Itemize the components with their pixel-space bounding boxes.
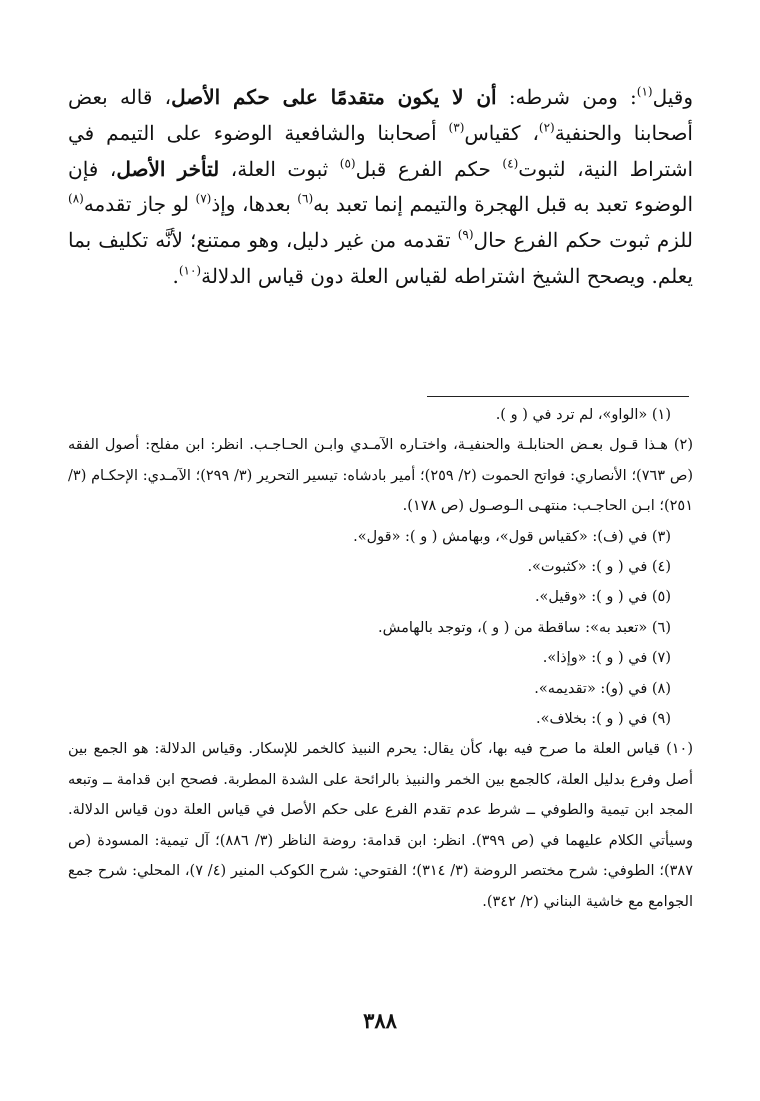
emphasis-text: أن لا يكون متقدمًا على حكم الأصل	[171, 85, 497, 109]
footnote-divider	[427, 396, 689, 397]
footnote-ref: (٨)	[68, 192, 84, 206]
text-segment: حكم الفرع قبل	[355, 156, 503, 181]
text-segment: ثبوت العلة،	[219, 156, 340, 181]
footnote-4: (٤) في ( و ): «كثبوت».	[527, 559, 671, 576]
text-segment: ، كقياس	[464, 120, 539, 145]
text-segment: ، قاله بعض أصحابنا والحنفية	[68, 85, 693, 145]
text-segment: .	[172, 263, 179, 288]
emphasis-text: لتأخر الأصل	[116, 156, 220, 181]
footnote-ref: (١٠)	[178, 263, 202, 278]
footnote-10: (١٠) قياس العلة ما صرح فيه بها، كأن يقال: يحرم النبيذ كالخمر للإسكار. وقياس الدلالة: هو الجمع بين أصل وفرع بدليل العلة، كالجمع بين الخمر والنبيذ بالرائحة على الشدة المطربة. فصحح ابن قدامة ــ وتبعه المجد ابن تيمية والطوفي ــ شرط عدم تقدم الفرع على حكم الأصل في قياس العلة دون قياس الدلالة. وسيأتي الكلام عليهما في (ص ٣٩٩). انظر: ابن قدامة: روضة الناظر (٣/ ٨٨٦)؛ آل تيمية: المسودة (ص ٣٨٧)؛ الطوفي: شرح مختصر الروضة (٣/ ٣١٤)؛ الفتوحي: شرح الكوكب المنير (٤/ ٧)، المحلي: شرح جمع الجوامع مع خاشية البناني (٢/ ٣٤٢).	[68, 741, 693, 910]
footnote-9: (٩) في ( و ): بخلاف».	[536, 711, 671, 728]
footnote-8: (٨) في (و): «تقديمه».	[534, 680, 671, 697]
footnote-ref: (١)	[636, 84, 653, 99]
footnote-ref: (٣)	[448, 120, 465, 135]
page-number: ٣٨٨	[363, 1008, 397, 1033]
footnote-ref: (٦)	[297, 192, 314, 206]
text-segment: لو جاز تقدمه	[83, 192, 196, 217]
footnote-3: (٣) في (ف): «كقياس قول»، وبهامش ( و ): «قول».	[353, 528, 671, 545]
footnote-2: (٢) هـذا قـول بعـض الحنابلـة والحنفيـة، واختـاره الآمـدي وابـن الحـاجـب. انظر: ابن مفلح: أصول الفقه (ص ٧٦٣)؛ الأنصاري: فواتح الحموت (٢/ ٢٥٩)؛ أمير بادشاه: تيسير التحرير (٣/ ٢٩٩)؛ الآمـدي: الإحكـام (٣/ ٢٥١)؛ ابـن الحاجـب: منتهـى الـوصـول (ص ١٧٨).	[68, 437, 694, 515]
text-segment: بعدها، وإذ	[211, 192, 298, 217]
main-paragraph	[68, 80, 693, 295]
footnote-ref: (٥)	[339, 156, 356, 171]
text-segment: ، فإن الوضوء تعبد به قبل الهجرة والتيمم إنما تعبد به	[68, 156, 694, 217]
text-segment: وقيل	[652, 85, 694, 109]
footnote-ref: (٤)	[502, 156, 519, 171]
footnote-ref: (٧)	[195, 192, 212, 206]
text-segment: تقدمه من غير دليل، وهو ممتنع؛ لأنَّه تكليف بما يعلم. ويصحح الشيخ اشتراطه لقياس العلة دون قياس الدلالة	[68, 228, 693, 288]
footnote-1: (١) «الواو»، لم ترد في ( و ).	[495, 407, 671, 423]
footnote-6: (٦) «تعبد به»: ساقطة من ( و )، وتوجد بالهامش.	[378, 619, 671, 636]
footnote-ref: (٩)	[457, 227, 474, 242]
footnote-ref: (٢)	[538, 120, 555, 135]
footnote-7: (٧) في ( و ): «وإذا».	[542, 650, 671, 667]
footnote-5: (٥) في ( و ): «وقيل».	[534, 589, 671, 606]
text-segment: أصحابنا والشافعية الوضوء على التيمم في اشتراط النية، لثبوت	[68, 120, 694, 181]
text-segment: للزم ثبوت حكم الفرع حال	[473, 228, 693, 253]
footnotes	[68, 400, 693, 917]
text-segment: : ومن شرطه:	[496, 85, 637, 109]
